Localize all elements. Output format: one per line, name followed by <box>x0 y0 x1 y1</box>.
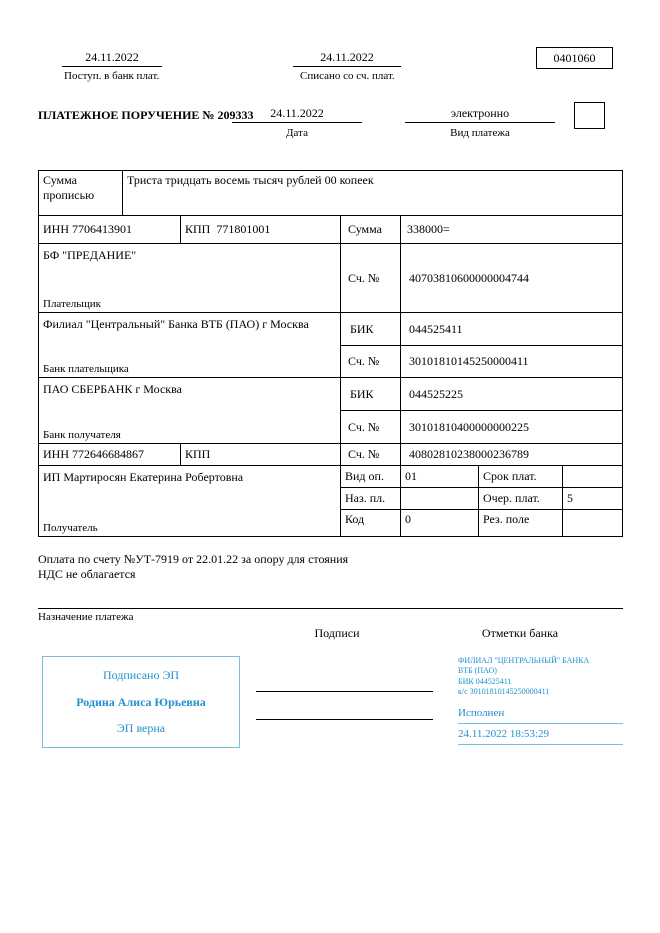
document-date-label: Дата <box>286 127 308 139</box>
signature-stamp-name: Родина Алиса Юрьевна <box>76 694 206 709</box>
payee-bank-label: Банк получателя <box>43 429 121 441</box>
payer-bank-label: Банк плательщика <box>43 363 129 375</box>
payment-kind-label: Вид платежа <box>450 127 510 139</box>
payer-block-cell <box>38 243 340 312</box>
kod-value-cell: 0 <box>400 509 478 536</box>
payee-kpp-cell: КПП <box>180 443 340 465</box>
ocher-plat-value-cell: 5 <box>562 487 622 509</box>
payer-kpp-cell: КПП 771801001 <box>180 215 340 243</box>
payer-account-label-cell: Сч. № <box>340 243 400 312</box>
payee-bank-name: ПАО СБЕРБАНК г Москва <box>43 382 182 396</box>
payer-label: Плательщик <box>43 298 101 310</box>
bank-marks-label: Отметки банка <box>481 626 559 640</box>
payment-order-table <box>38 170 623 537</box>
bank-execution-stamp <box>458 656 623 749</box>
signatures-label: Подписи <box>314 626 360 640</box>
payment-kind-code-box <box>574 102 605 129</box>
vid-op-value-cell: 01 <box>400 465 478 487</box>
signature-line-2 <box>256 719 433 720</box>
document-date: 24.11.2022 <box>232 106 362 123</box>
payee-bank-block-cell <box>38 377 340 443</box>
payee-name: ИП Мартиросян Екатерина Робертовна <box>43 470 244 484</box>
payee-bank-bik-label-cell: БИК <box>340 377 400 410</box>
signature-line-1 <box>256 691 433 692</box>
payee-label: Получатель <box>43 522 98 534</box>
rez-pole-value-cell <box>562 509 622 536</box>
purpose-line1: Оплата по счету №УТ-7919 от 22.01.22 за опору для стояния <box>38 552 349 566</box>
debited-date: 24.11.2022 <box>293 50 401 67</box>
received-date-label: Поступ. в банк плат. <box>64 70 160 82</box>
purpose-separator-line <box>38 608 623 609</box>
payer-bank-account-label-cell: Сч. № <box>340 345 400 377</box>
payee-bank-account-cell: 30101810400000000225 <box>400 410 622 443</box>
payer-bank-name: Филиал "Центральный" Банка ВТБ (ПАО) г Москва <box>43 317 309 331</box>
document-title: ПЛАТЕЖНОЕ ПОРУЧЕНИЕ № 209333 <box>38 108 254 122</box>
payment-kind: электронно <box>405 106 555 123</box>
naz-pl-label-cell: Наз. пл. <box>340 487 400 509</box>
signature-stamp-line1: Подписано ЭП <box>102 668 180 683</box>
payee-bank-bik-cell: 044525225 <box>400 377 622 410</box>
vid-op-label-cell: Вид оп. <box>340 465 400 487</box>
payer-bank-bik-cell: 044525411 <box>400 312 622 345</box>
received-date: 24.11.2022 <box>62 50 162 67</box>
bank-stamp-line1: ФИЛИАЛ "ЦЕНТРАЛЬНЫЙ" БАНКА <box>458 656 590 665</box>
signature-stamp-line3: ЭП верна <box>116 720 166 735</box>
srok-plat-label-cell: Срок плат. <box>478 465 562 487</box>
rez-pole-label-cell: Рез. поле <box>478 509 562 536</box>
payer-bank-account-cell: 30101810145250000411 <box>400 345 622 377</box>
electronic-signature-stamp <box>42 656 240 748</box>
payee-account-label-cell: Сч. № <box>340 443 400 465</box>
payee-account-cell: 40802810238000236789 <box>400 443 622 465</box>
bank-stamp-divider-2 <box>458 744 623 745</box>
payer-name: БФ "ПРЕДАНИЕ" <box>43 248 137 262</box>
payee-inn-cell: ИНН 772646684867 <box>38 443 180 465</box>
form-code-box <box>536 47 613 69</box>
naz-pl-value-cell <box>400 487 478 509</box>
purpose-label: Назначение платежа <box>38 611 134 623</box>
srok-plat-value-cell <box>562 465 622 487</box>
bank-stamp-status: Исполнен <box>458 706 505 719</box>
purpose-line2: НДС не облагается <box>38 567 136 581</box>
amount-words-value-cell: Триста тридцать восемь тысяч рублей 00 копеек <box>122 170 622 215</box>
payee-bank-account-label-cell: Сч. № <box>340 410 400 443</box>
debited-date-label: Списано со сч. плат. <box>300 70 395 82</box>
payer-bank-bik-label-cell: БИК <box>340 312 400 345</box>
payee-block-cell <box>38 465 340 536</box>
amount-words-label-cell: Сумма прописью <box>38 170 122 215</box>
bank-stamp-corr-account: к/с 30101810145250000411 <box>458 687 550 697</box>
bank-stamp-line2: ВТБ (ПАО) <box>458 666 497 676</box>
form-code: 0401060 <box>553 50 596 65</box>
ocher-plat-label-cell: Очер. плат. <box>478 487 562 509</box>
bank-stamp-divider-1 <box>458 723 623 724</box>
amount-label-cell: Сумма <box>340 215 400 243</box>
payer-inn-cell: ИНН 7706413901 <box>38 215 180 243</box>
bank-stamp-bik: БИК 044525411 <box>458 676 512 686</box>
bank-stamp-datetime: 24.11.2022 18:53:29 <box>458 727 549 740</box>
kod-label-cell: Код <box>340 509 400 536</box>
amount-value-cell: 338000= <box>400 215 622 243</box>
payer-account-cell: 40703810600000004744 <box>400 243 622 312</box>
payer-bank-block-cell <box>38 312 340 377</box>
